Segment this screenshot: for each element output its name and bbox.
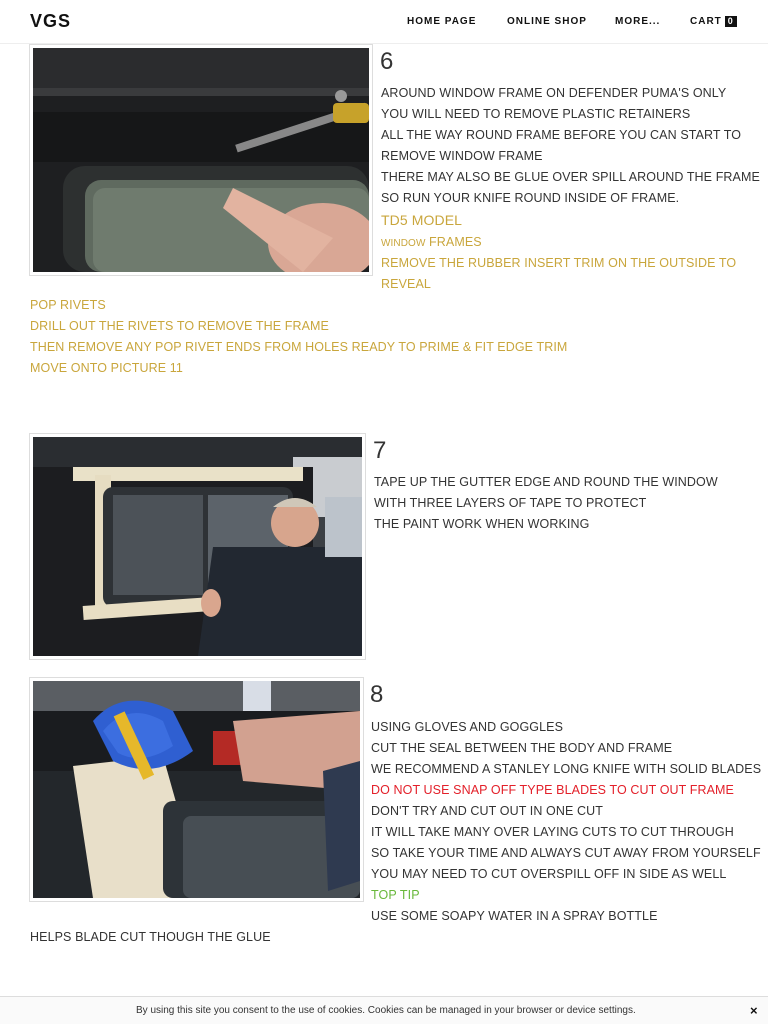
top-tip-line-1: USE SOME SOAPY WATER IN A SPRAY BOTTLE bbox=[371, 909, 658, 923]
step-8-line-7: YOU MAY NEED TO CUT OVERSPILL OFF IN SIDE AS WELL bbox=[371, 867, 727, 881]
td5-line-6: MOVE ONTO PICTURE 11 bbox=[30, 361, 183, 375]
step-7-line-2: WITH THREE LAYERS OF TAPE TO PROTECT bbox=[374, 496, 647, 510]
window-small-text: WINDOW bbox=[381, 238, 426, 249]
step-8-warning: DO NOT USE SNAP OFF TYPE BLADES TO CUT OUT FRAME bbox=[371, 783, 734, 797]
step-7-line-3: THE PAINT WORK WHEN WORKING bbox=[374, 517, 590, 531]
step-6-number: 6 bbox=[380, 48, 394, 75]
step-6-line-4: REMOVE WINDOW FRAME bbox=[381, 149, 543, 163]
step-7-line-1: TAPE UP THE GUTTER EDGE AND ROUND THE WINDOW bbox=[374, 475, 718, 489]
step-6-photo[interactable] bbox=[29, 44, 373, 276]
cookie-consent-text: By using this site you consent to the use of cookies. Cookies can be managed in your browser or device settings. bbox=[136, 1005, 636, 1016]
site-logo[interactable]: VGS bbox=[30, 11, 72, 31]
step-8-line-5: IT WILL TAKE MANY OVER LAYING CUTS TO CUT THROUGH bbox=[371, 825, 734, 839]
td5-model-heading: TD5 MODEL bbox=[381, 212, 463, 228]
step-8-line-6: SO TAKE YOUR TIME AND ALWAYS CUT AWAY FROM YOURSELF bbox=[371, 846, 761, 860]
step-8-line-4: DON'T TRY AND CUT OUT IN ONE CUT bbox=[371, 804, 604, 818]
window-frames-heading bbox=[381, 232, 482, 254]
step-6-line-5: THERE MAY ALSO BE GLUE OVER SPILL AROUND THE FRAME bbox=[381, 170, 760, 184]
nav-online-shop[interactable]: ONLINE SHOP bbox=[507, 16, 587, 27]
td5-line-5: THEN REMOVE ANY POP RIVET ENDS FROM HOLES READY TO PRIME & FIT EDGE TRIM bbox=[30, 340, 568, 354]
step-8-photo[interactable] bbox=[29, 677, 364, 902]
top-tip-heading: TOP TIP bbox=[371, 888, 420, 902]
nav-more[interactable]: MORE... bbox=[615, 16, 661, 27]
td5-line-3: POP RIVETS bbox=[30, 298, 106, 312]
step-7-number: 7 bbox=[373, 437, 387, 464]
td5-line-1: REMOVE THE RUBBER INSERT TRIM ON THE OUTSIDE TO bbox=[381, 256, 737, 270]
cart-label: CART bbox=[690, 16, 722, 27]
cookie-consent-bar bbox=[0, 996, 768, 1024]
step-8-line-3: WE RECOMMEND A STANLEY LONG KNIFE WITH SOLID BLADES bbox=[371, 762, 762, 776]
step-8-number: 8 bbox=[370, 681, 384, 708]
step-6-line-1: AROUND WINDOW FRAME ON DEFENDER PUMA'S ONLY bbox=[381, 86, 727, 100]
step-8-line-1: USING GLOVES AND GOGGLES bbox=[371, 720, 564, 734]
nav-cart[interactable] bbox=[690, 16, 737, 27]
cart-count-badge: 0 bbox=[725, 16, 737, 27]
site-header bbox=[0, 0, 768, 44]
td5-line-2: REVEAL bbox=[381, 277, 431, 291]
step-6-line-3: ALL THE WAY ROUND FRAME BEFORE YOU CAN START TO bbox=[381, 128, 742, 142]
step-6-line-6: SO RUN YOUR KNIFE ROUND INSIDE OF FRAME. bbox=[381, 191, 680, 205]
step-8-line-2: CUT THE SEAL BETWEEN THE BODY AND FRAME bbox=[371, 741, 673, 755]
step-6-line-2: YOU WILL NEED TO REMOVE PLASTIC RETAINERS bbox=[381, 107, 691, 121]
nav-home-page[interactable]: HOME PAGE bbox=[407, 16, 477, 27]
step-7-photo[interactable] bbox=[29, 433, 366, 660]
top-tip-line-2: HELPS BLADE CUT THOUGH THE GLUE bbox=[30, 930, 271, 944]
td5-line-4: DRILL OUT THE RIVETS TO REMOVE THE FRAME bbox=[30, 319, 329, 333]
frames-text: FRAMES bbox=[425, 235, 482, 249]
close-icon[interactable]: × bbox=[750, 1003, 758, 1018]
